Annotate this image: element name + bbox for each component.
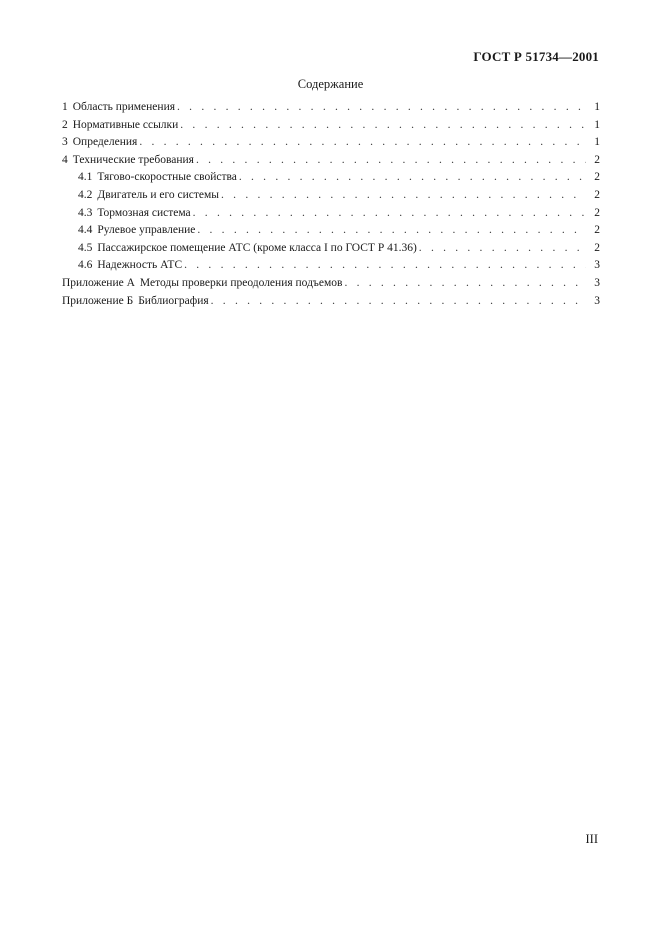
page-number: III [585, 832, 598, 846]
toc-entry-number: 4.6 [78, 259, 93, 272]
toc-entry-title: Область применения [72, 101, 176, 113]
toc-entry[interactable] [62, 119, 600, 137]
standard-code: ГОСТ Р 51734—2001 [473, 49, 599, 64]
toc-entry-number: Приложение Б [62, 294, 134, 307]
toc-leader-dots [239, 171, 586, 183]
toc-leader-dots [184, 259, 586, 271]
toc-entry-number: 3 [62, 136, 68, 149]
toc-entry[interactable] [62, 277, 600, 295]
toc-entry[interactable] [62, 224, 600, 242]
toc-entry[interactable] [62, 171, 600, 189]
toc-entry-page: 2 [594, 188, 600, 201]
toc-entry-title: Пассажирское помещение АТС (кроме класса I по ГОСТ Р 41.36) [97, 241, 417, 254]
toc-entry-page: 1 [594, 136, 600, 149]
toc-entry-number: Приложение А [62, 276, 135, 289]
toc-entry-title: Тягово-скоростные свойства [97, 171, 237, 184]
toc-leader-dots [221, 189, 586, 201]
table-of-contents [62, 101, 600, 312]
toc-entry[interactable] [62, 136, 600, 154]
toc-leader-dots [180, 119, 586, 131]
toc-leader-dots [177, 101, 586, 113]
toc-entry-title: Технические требования [72, 153, 194, 166]
toc-leader-dots [196, 154, 586, 166]
toc-entry-page: 2 [594, 241, 600, 254]
toc-entry-number: 4.4 [78, 224, 93, 237]
toc-entry[interactable] [62, 207, 600, 225]
toc-title: Содержание [297, 77, 364, 91]
toc-entry[interactable] [62, 242, 600, 260]
toc-entry[interactable] [62, 101, 600, 119]
toc-entry-page: 3 [594, 276, 600, 289]
toc-entry[interactable] [62, 295, 600, 313]
toc-entry-number: 1 [62, 101, 68, 113]
toc-entry-number: 4 [62, 153, 68, 166]
toc-entry-number: 4.1 [78, 171, 93, 184]
toc-leader-dots [193, 207, 586, 219]
toc-entry-page: 2 [594, 206, 600, 219]
toc-entry-title: Надежность АТС [97, 259, 183, 272]
toc-entry-page: 3 [594, 259, 600, 272]
toc-entry-page: 1 [594, 118, 600, 131]
toc-entry-page: 1 [594, 101, 600, 113]
toc-entry-page: 2 [594, 171, 600, 184]
toc-entry-page: 2 [594, 224, 600, 237]
toc-entry[interactable] [62, 189, 600, 207]
toc-entry-number: 4.2 [78, 188, 93, 201]
toc-entry-number: 2 [62, 118, 68, 131]
toc-entry-title: Методы проверки преодоления подъемов [139, 276, 343, 289]
toc-entry[interactable] [62, 154, 600, 172]
toc-entry[interactable] [62, 259, 600, 277]
toc-leader-dots [197, 224, 586, 236]
toc-leader-dots [211, 295, 586, 307]
toc-entry-number: 4.3 [78, 206, 93, 219]
toc-entry-title: Библиография [138, 294, 209, 307]
toc-entry-page: 3 [594, 294, 600, 307]
toc-entry-title: Нормативные ссылки [72, 118, 179, 131]
toc-leader-dots [419, 242, 586, 254]
toc-leader-dots [344, 277, 586, 289]
toc-entry-title: Определения [72, 136, 138, 149]
toc-leader-dots [139, 136, 586, 148]
toc-entry-title: Рулевое управление [97, 224, 196, 237]
toc-entry-number: 4.5 [78, 241, 93, 254]
toc-entry-page: 2 [594, 153, 600, 166]
toc-entry-title: Тормозная система [97, 206, 191, 219]
toc-entry-title: Двигатель и его системы [97, 188, 220, 201]
